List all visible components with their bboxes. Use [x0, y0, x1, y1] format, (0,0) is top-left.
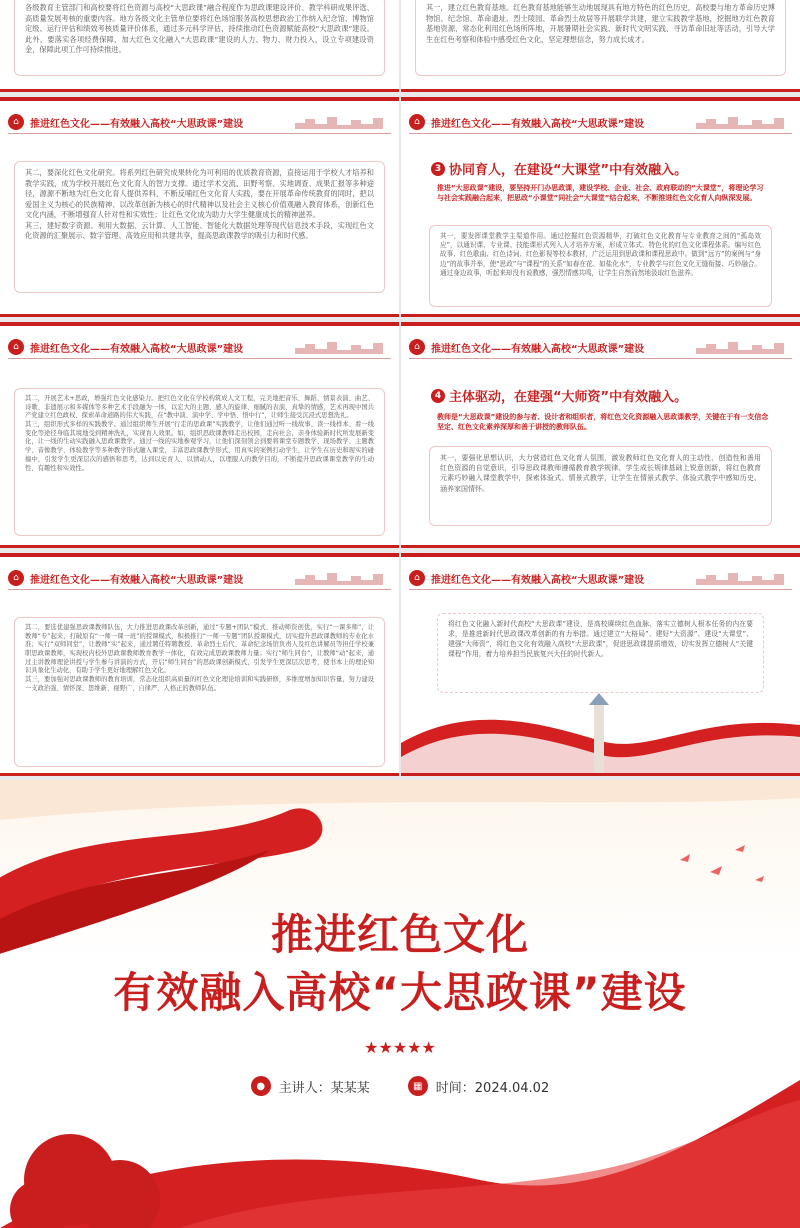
text-card — [14, 617, 385, 767]
section-heading — [431, 159, 687, 178]
cover-title-line-1: 推进红色文化 — [270, 910, 529, 959]
skyline-icon — [696, 115, 792, 129]
slide-title: 推进红色文化——有效融入高校“大思政课”建设 — [431, 118, 645, 130]
slide-header — [409, 569, 644, 587]
text-card — [14, 0, 385, 76]
slide-header — [8, 113, 243, 131]
slide-title: 推进红色文化——有效融入高校“大思政课”建设 — [30, 574, 244, 586]
header-divider — [8, 133, 391, 134]
section-lead: 推进“大思政课”建设，要坚持开门办思政课，建设学校、企业、社会、政府联动的“大课堂”，将理论学习与社会实践融合起来，把思政“小课堂”同社会“大课堂”结合起来，不断推进红色文化育人向纵深发展。 — [437, 184, 764, 203]
body-text: 将红色文化融入新时代高校“大思政课”建设，是高校赓续红色血脉、落实立德树人根本任务的内在要求，是推进新时代思政课改革创新的有力举措。通过建立“大格局”、建好“大资源”、建设“大课堂”、建强“大师资”，将红色文化有效融入高校“大思政课”，促进思政课提质增效，切实发挥立德树人“关键课程”作用，着力培养担当民族复兴大任的时代新人。 — [448, 620, 753, 658]
text-card — [429, 446, 772, 526]
bottom-bar — [401, 545, 800, 548]
body-text: 其二，要深化红色文化研究。将系列红色研究成果转化为可利用的优质教育资源，直接运用于学校人才培养和教学实践，成为学校开展红色文化育人的智力支撑。通过学术交流、田野考察、实地调查、成果汇报等多种途径，源源不断地为红色文化育人提供养料，不断反哺红色文化育人实践，要在开展革命传统教育的同时，把以爱国主义为核心的民族精神、以改革创新为核心的时代精神以及社会主义核心价值观融入教育体系，创新红色文化内涵，不断增强育人针对性和实效性；让红色文化成为助力大学生健康成长的精神滋养。 其三，建好数字资源。利用大数据、云计算、人工智能、智能化大数据处理等现代信息技术手段，实现红色文化资源的汇聚展示、数字管理、高效应用和共建共享，提高思政课教学的吸引力和时代感。 — [25, 168, 374, 241]
slide-header — [409, 113, 644, 131]
date-info — [408, 1076, 549, 1096]
slide-title: 推进红色文化——有效融入高校“大思政课”建设 — [431, 574, 645, 586]
person-icon: ● — [251, 1076, 271, 1096]
body-text: 其二，要选优建强思政课教师队伍，大力推进思政课改革创新，通过“专题+团队”模式、推动师资创优，实行“一课多师”，让教师“专”起来，打破原有“一师一课一班”的授课模式，积极推行“一师一专题”团队授课模式，切实提升思政课教师的专业化水准；实行“双师同堂”，让教师“实”起来，通过聘任特聘教授、革命烈士后代、革命纪念场馆负责人及红色讲解员等担任学校兼职思政课教师，实现校内校外思政课教师教育教学一体化，有效完成思政课教师力量；实行“师生同台”，让教师“动”起来，通过主讲教师理论讲授与学生参与讲演的方式，开启“师生同台”的思政课创新模式，引发学生更深层次思考，使书本上的理论知识具象化生动化，有助于学生更好地理解红色文化。 其三，要加强对思政课教师的教育培训，常态化组织高质量的红色文化理论培训和实践研修，多维度增加知识容量，努力建设一支政治强、情怀深、思维新、视野广、自律严、人格正的教师队伍。 — [25, 624, 374, 692]
top-bar — [0, 97, 399, 101]
skyline-icon — [295, 115, 391, 129]
slide-title: 推进红色文化——有效融入高校“大思政课”建设 — [30, 118, 244, 130]
red-ribbon-decoration — [401, 693, 800, 776]
slide-3-left — [0, 322, 399, 548]
stars-decoration: ★★★★★ — [364, 1038, 436, 1057]
cover-slide — [0, 780, 800, 1228]
body-text: 其二，开展艺术+思政，增强红色文化感染力。把红色文化在学校构筑成人文工程，完美地把音乐、舞蹈、情景表演、曲艺、诗歌、非遗展示和多媒体等多种艺术手段融为一体，以宏大的主题、感人的旋律、细腻的表演、真挚的情感，艺术再现中国共产党建立红色政权、探索革命道路的伟大实践，在“教中演、演中学、学中悟、悟中行”，让师生接受沉浸式思想洗礼。 其三，组织形式多样的实践教学。通过组织师生开展“行走的思政课”实践教学，让他们通过听一线故事、读一线样本、看一线变化等途径身临其境地受到精神洗礼，实现育人效果。如，组织思政课教师走出校园，走向社会，亲身体验新时代所发展新变化，让一线的生动实践融入思政课教学。通过一线的实地参观学习，让他们深刻领会到要将课堂专题教学、现场教学、主题教学、音像教学、体验教学等多种教学形式融入课堂，丰富思政课教学形式，用真实的案例打动学生，让学生在历史和现实的碰撞中，引发学生更深层次的感悟和思考，达到以史育人、以情动人，以理服人的教学目的，不断提升思政课课堂教学的生动性、有趣性和实效性。 — [25, 395, 374, 472]
building-icon: ⌂ — [409, 114, 425, 130]
cover-title-line-2: 有效融入高校“大思政课”建设 — [113, 968, 687, 1017]
body-text: 各级教育主管部门和高校要将红色资源与高校“大思政课”融合程度作为思政课建设评价、教学科研成果评选、高质量发展考核的重要内容。地方各级文化主管单位要将红色场馆服务高校思想政治工作纳入纪念馆、博物馆定级、运行评估和绩效考核质量评价体系，通过多元科学评估，持续推动红色资源赋能高校“大思政课”建设。此外，要落实各项经费保障，加大红色文化融入“大思政课”建设的人力、物力、财力投入，设立专项建设资金，保障此项工作可持续推进。 — [25, 3, 374, 55]
section-heading-text: 协同育人，在建设“大课堂”中有效融入。 — [449, 163, 688, 178]
body-text: 其一，要发挥课堂教学主渠道作用。通过挖掘红色资源精华，打破红色文化教育与专业教育之间的“孤岛效应”，以通识课、专业课、技能课形式列入人才培养方案，形成立体式、特色化的红色文化课程体系。编写红色故事、红色歌曲、红色诗词、红色影视等校本教材，广泛运用到思政课和课程思政中。做到“远方”的案例与“身边”的故事并举，使“思政”与“课程”的关系“如春在花、如盐化水”，专业教学与红色文化无缝衔接、巧妙融合。通过身边故事，听起来却没有说教感，强烈情感共鸣，让学生自然而然地汲取红色滋养。 — [440, 232, 761, 277]
skyline-icon — [295, 571, 391, 585]
calendar-icon: ▦ — [408, 1076, 428, 1096]
bottom-bar — [401, 89, 800, 92]
text-card — [437, 613, 764, 693]
bottom-bar — [0, 773, 399, 776]
skyline-icon — [696, 571, 792, 585]
text-card — [14, 161, 385, 293]
section-lead: 教师是“大思政课”建设的参与者、设计者和组织者，将红色文化资源融入思政课教学，关键在于有一支信念坚定、红色文化素养深厚和善于讲授的教师队伍。 — [437, 413, 769, 432]
bottom-bar — [0, 314, 399, 317]
header-divider — [8, 358, 391, 359]
slide-1-left — [0, 0, 399, 92]
top-bar — [401, 97, 800, 101]
slide-header — [8, 338, 243, 356]
body-text: 其一，要强化思想认识，大力营造红色文化育人氛围，激发教师红色文化育人的主动性、创造性和善用红色资源的自觉意识，引导思政课教师遵循教育教学规律、学生成长规律基础上锐意创新，将红色教育元素巧妙融入课堂教学中，探索体验式、情景式教学，让学生在情景式教学、体验式教学中感知历史、涵养家国情怀。 — [440, 454, 761, 493]
slide-header — [409, 338, 644, 356]
text-card — [415, 0, 786, 76]
skyline-icon — [295, 340, 391, 354]
section-number: 3 — [431, 162, 445, 176]
section-heading — [431, 386, 687, 405]
text-card — [429, 225, 772, 307]
speaker-label: 主讲人：某某某 — [278, 1080, 370, 1096]
top-bar — [0, 322, 399, 326]
header-divider — [409, 358, 792, 359]
building-icon: ⌂ — [8, 570, 24, 586]
building-icon: ⌂ — [8, 114, 24, 130]
bottom-bar — [0, 545, 399, 548]
slide-4-left — [0, 553, 399, 776]
bottom-bar — [0, 89, 399, 92]
top-bar — [0, 553, 399, 557]
slide-1-right — [401, 0, 800, 92]
slide-2-right — [401, 97, 800, 317]
header-divider — [8, 589, 391, 590]
bottom-bar — [401, 314, 800, 317]
bottom-bar — [401, 773, 800, 776]
header-divider — [409, 589, 792, 590]
body-text: 其一，建立红色教育基地。红色教育基地能够生动地展现具有地方特色的红色历史，高校要与地方革命历史博物馆、纪念馆、革命遗址、烈士陵园、革命烈士故居等开展联学共建，建立实践教学基地，挖掘地方红色教育基地资源，常态化利用红色场所阵地，开展暑期社会实践、新时代文明实践、寻访革命旧址等活动，引导大学生在红色考察和体验中感受红色文化，坚定理想信念，努力成长成才。 — [426, 3, 775, 44]
speaker-info — [251, 1076, 370, 1096]
text-card — [14, 388, 385, 536]
building-icon: ⌂ — [409, 339, 425, 355]
cover-meta — [0, 1076, 800, 1096]
top-bar — [401, 553, 800, 557]
slide-2-left — [0, 97, 399, 317]
slide-title: 推进红色文化——有效融入高校“大思政课”建设 — [431, 343, 645, 355]
slide-3-right — [401, 322, 800, 548]
top-bar — [401, 322, 800, 326]
building-icon: ⌂ — [8, 339, 24, 355]
date-label: 时间：2024.04.02 — [435, 1080, 550, 1096]
section-number: 4 — [431, 389, 445, 403]
slide-4-right — [401, 553, 800, 776]
skyline-icon — [696, 340, 792, 354]
slide-title: 推进红色文化——有效融入高校“大思政课”建设 — [30, 343, 244, 355]
header-divider — [409, 133, 792, 134]
slide-header — [8, 569, 243, 587]
section-heading-text: 主体驱动，在建强“大师资”中有效融入。 — [449, 390, 688, 405]
building-icon: ⌂ — [409, 570, 425, 586]
